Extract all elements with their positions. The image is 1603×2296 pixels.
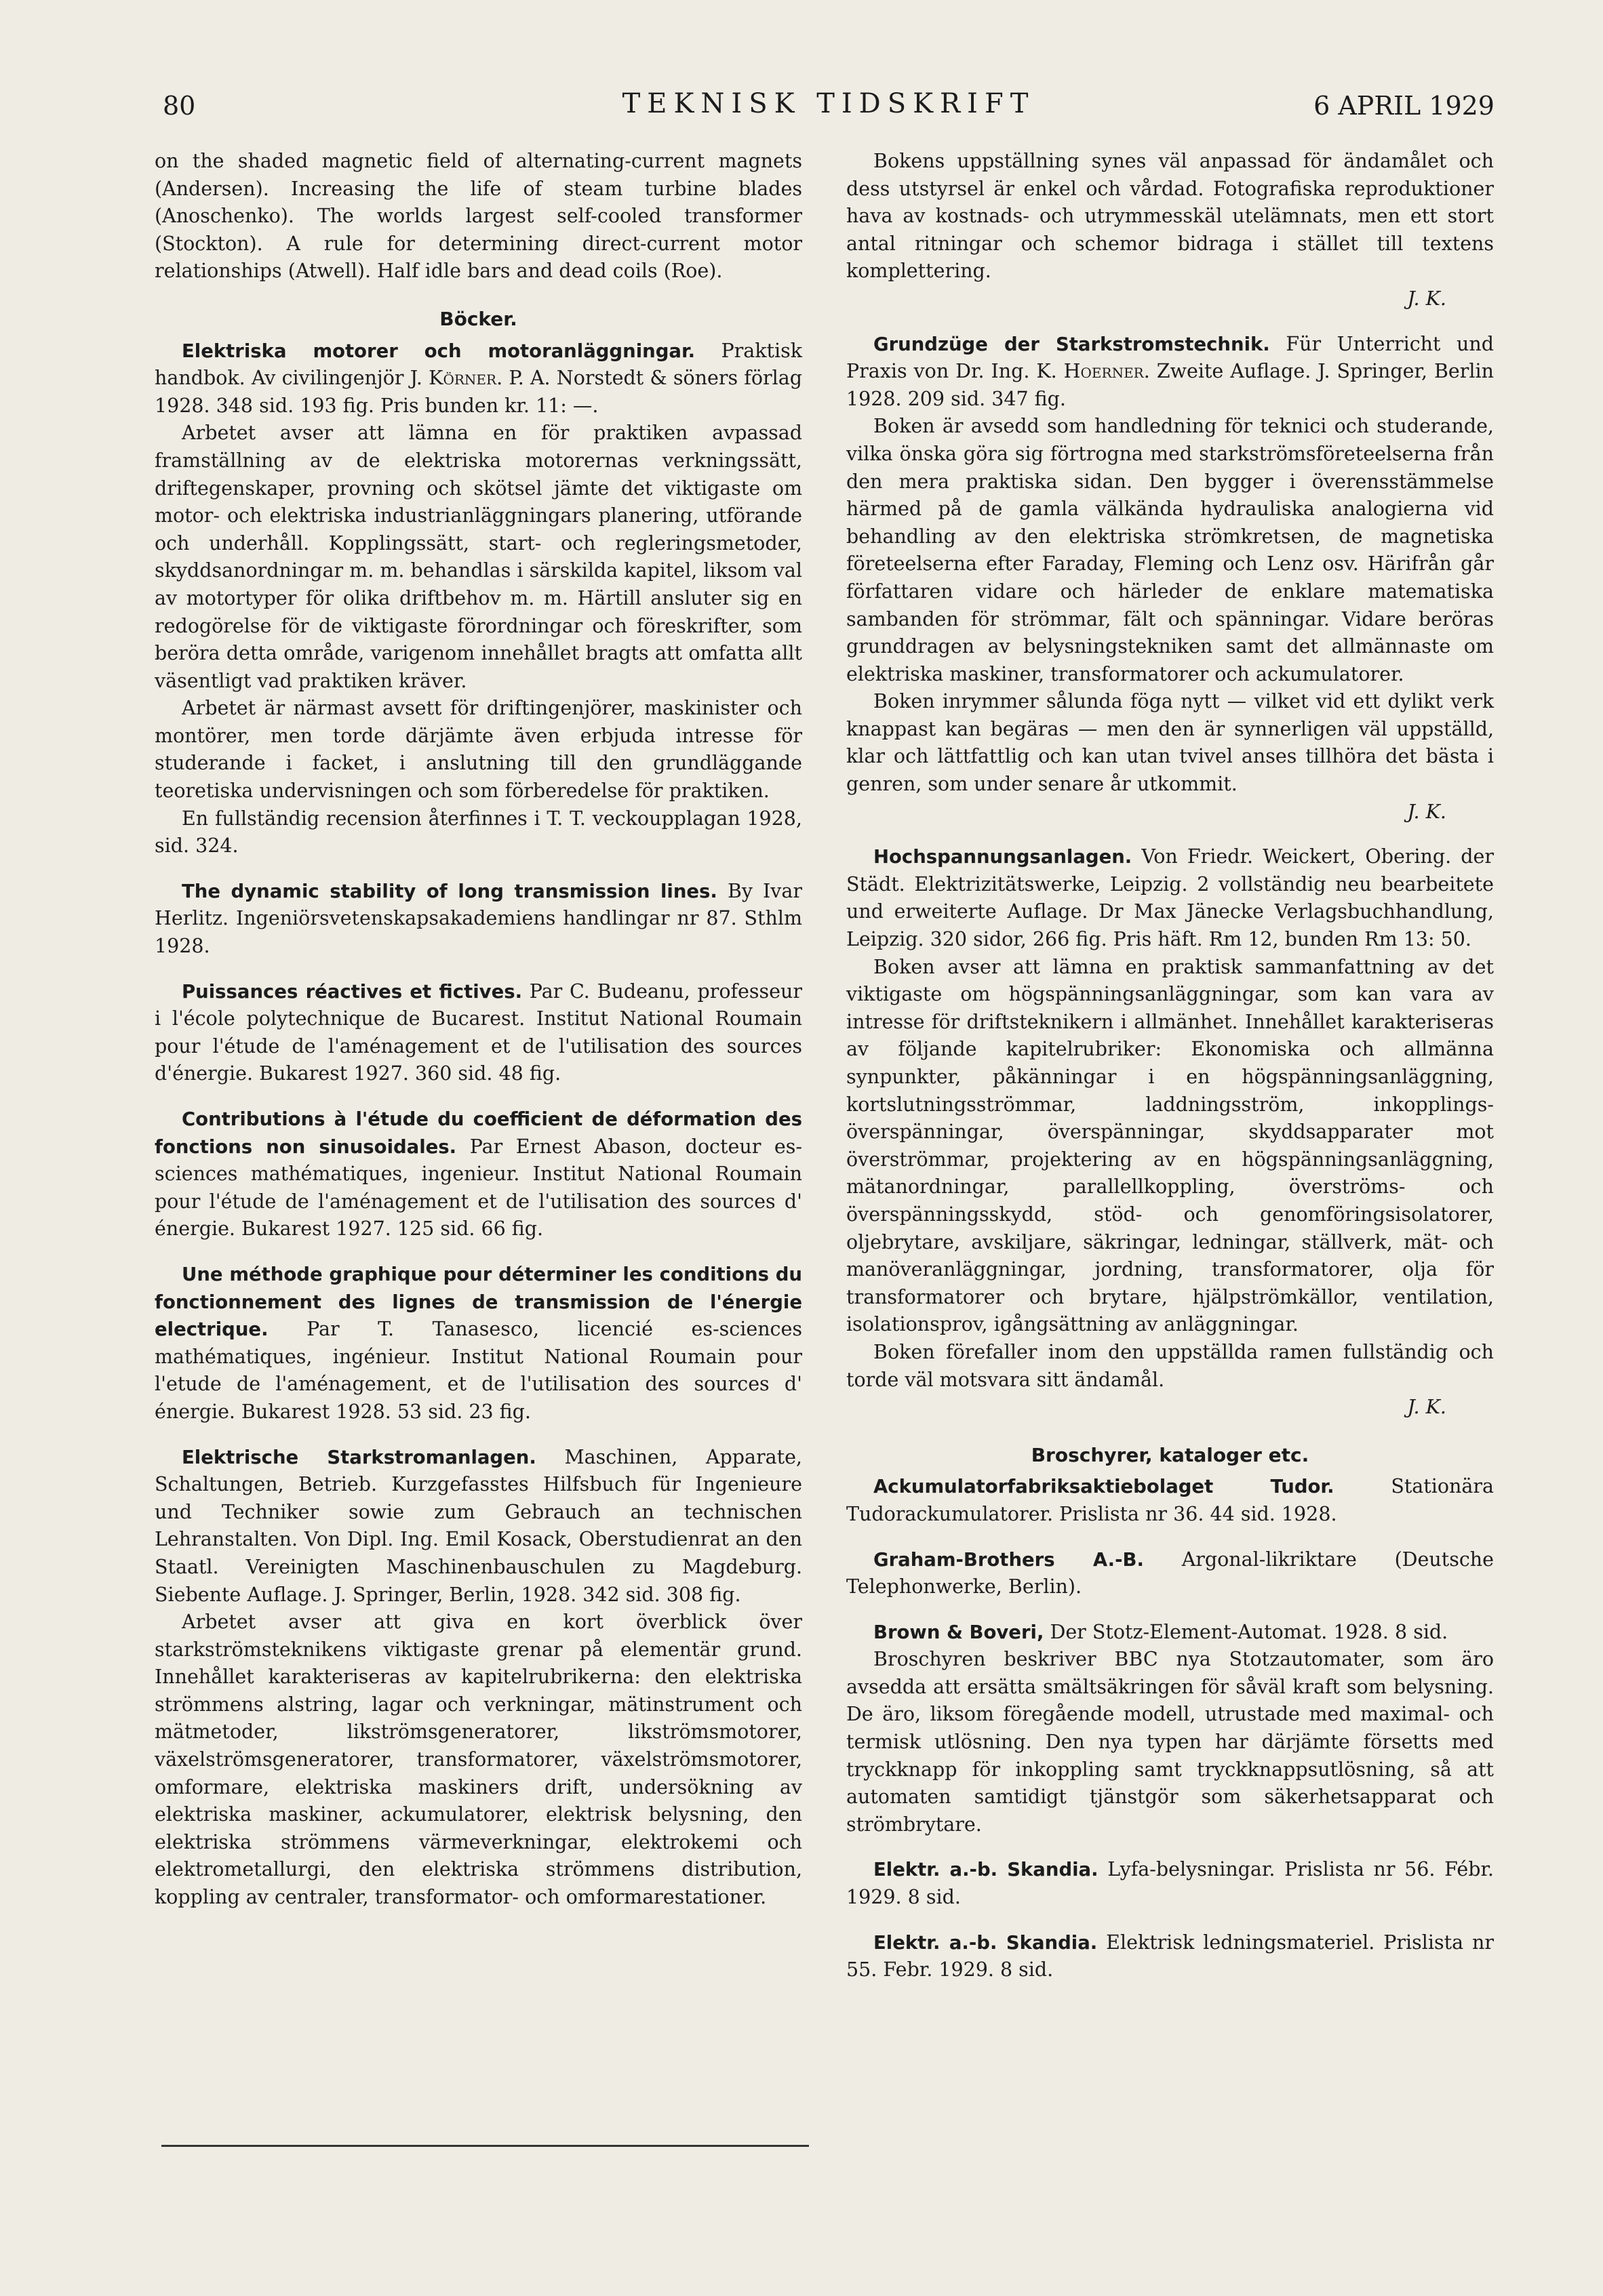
book-title: Contributions à l'étude du coefficient de déformation des fonctions non sinusoidales.: [155, 1108, 802, 1158]
brochure-entry-2: [846, 1546, 1494, 1601]
book-entry-3: [155, 978, 802, 1088]
issue-date: 6 APRIL 1929: [1313, 91, 1495, 121]
right-column: [846, 148, 1494, 1984]
brochure-entry-4: [846, 1856, 1494, 1911]
reviewer-signature: J. K.: [1407, 800, 1446, 823]
brochure-description: Broschyren beskriver BBC nya Stotzautomater, som äro avsedda att ersätta smältsäkringen för såväl kraft som belysning. De äro, liksom föregående modell, utrustade med maximal- och termisk utlösning. Den nya typen har därjämte försetts med tryckknapp för inkoppling samt tryckknappsutlösning, så att automaten samtidigt tjänstgör som säkerhetsapparat och strömbrytare.: [846, 1648, 1494, 1836]
book-entry-6: [155, 1444, 802, 1609]
book-meta: Maschinen, Apparate, Schaltungen, Betrieb. Kurzgefasstes Hilfsbuch für Ingenieure und Techniker sowie zum Gebrauch an technischen Lehranstalten. Von Dipl. Ing. Emil Kosack, Oberstudienrat an den Staatl. Vereinigten Maschinenbauschulen zu Magdeburg. Siebente Auflage. J. Springer, Berlin, 1928. 342 sid. 308 fig.: [155, 1445, 802, 1606]
brochure-meta: Argonal-likriktare (Deutsche Telephonwerke, Berlin).: [846, 1548, 1495, 1598]
brochure-title: Graham-Brothers A.-B.: [873, 1548, 1144, 1571]
brochure-meta: Der Stotz-Element-Automat. 1928. 8 sid.: [1050, 1620, 1448, 1643]
brochure-meta: Lyfa-belysningar. Prislista nr 56. Fébr. 1929. 8 sid.: [846, 1858, 1494, 1909]
brochure-title: Elektr. a.-b. Skandia.: [873, 1859, 1099, 1881]
book-review-paragraph: Arbetet är närmast avsett för driftingenjörer, maskinister och montörer, men torde därjämte även erbjuda intresse för studerande i facket, i anslutning till den grundläggande teoretiska undervisningen och som förberedelse för praktiken.: [155, 697, 802, 803]
book-entry-7: [846, 331, 1494, 414]
book-title: Grundzüge der Starkstromstechnik.: [873, 333, 1270, 355]
brochure-entry-3: [846, 1619, 1494, 1647]
book-title: Elektriska motorer och motoranläggningar.: [182, 340, 696, 362]
book-entry-1: [155, 338, 802, 420]
book-title: The dynamic stability of long transmission lines.: [182, 880, 717, 902]
reviewer-signature: J. K.: [1407, 1396, 1446, 1419]
continued-review-paragraph: Bokens uppställning synes väl anpassad för ändamålet och dess utstyrsel är enkel och vårdad. Fotografiska reproduktioner hava av kostnads- och utrymmesskäl utelämnats, men ett stort antal ritningar och schemor bidraga i stället till textens komplettering.: [846, 150, 1494, 283]
section-heading-brochures: Broschyrer, kataloger etc.: [1031, 1443, 1309, 1466]
book-entry-4: [155, 1106, 802, 1243]
book-entry-8: [846, 843, 1494, 953]
book-entry-5: [155, 1261, 802, 1426]
brochure-entry-5: [846, 1929, 1494, 1984]
brochure-meta: Elektrisk ledningsmateriel. Prislista nr 55. Febr. 1929. 8 sid.: [846, 1931, 1494, 1981]
book-review-paragraph: Arbetet avser att giva en kort överblick över starkströmsteknikens viktigaste grenar på elementär grund. Innehållet karakteriseras av kapitelrubrikerna: den elektriska strömmens alstring, lagar och verkningar, mätinstrument och mätmetoder, likströmsgeneratorer, likströmsmotorer, växelströmsgeneratorer, transformatorer, växelströmsmotorer, omformare, elektriska maskiners drift, undersökning av elektriska maskiner, ackumulatorer, elektrisk belysning, den elektriska strömmens värmeverkningar, elektrokemi och elektrometallurgi, den elektriska strömmens distribution, koppling av centraler, transformator- och omformarestationer.: [155, 1611, 802, 1909]
intro-paragraph: on the shaded magnetic field of alternating-current magnets (Andersen). Increasing the life of steam turbine blades (Anoschenko). The worlds largest self-cooled transformer (Stockton). A rule for determining direct-current motor relationships (Atwell). Half idle bars and dead coils (Roe).: [155, 150, 802, 283]
book-meta-pre: Praktisk handbok. Av civilingenjör J.: [155, 339, 802, 390]
book-review-paragraph: Boken inrymmer sålunda föga nytt — vilket vid ett dylikt verk knappast kan begäras — men den är synnerligen väl uppställd, klar och lättfattlig och kan utan tvivel anses tillhöra det bästa i genren, som under senare år utkommit.: [846, 690, 1494, 796]
brochure-meta: Stationära Tudorackumulatorer. Prislista nr 36. 44 sid. 1928.: [846, 1475, 1494, 1525]
book-meta: Par Ernest Abason, docteur es-sciences mathématiques, ingenieur. Institut National Roumain pour l'étude de l'aménagement et de l'utilisation des sources d' énergie. Bukarest 1927. 125 sid. 66 fig.: [155, 1135, 802, 1241]
book-meta: By Ivar Herlitz. Ingeniörsvetenskapsakademiens handlingar nr 87. Sthlm 1928.: [155, 879, 803, 958]
book-author: Körner: [429, 367, 497, 390]
column-end-rule: [161, 2145, 809, 2147]
brochure-title: Brown & Boveri,: [873, 1621, 1044, 1643]
book-review-paragraph: Boken förefaller inom den uppställda ramen fullständig och torde väl motsvara sitt ändamål.: [846, 1340, 1494, 1391]
book-title: Puissances réactives et fictives.: [182, 980, 523, 1003]
book-title: Elektrische Starkstromanlagen.: [182, 1446, 536, 1468]
book-title: Une méthode graphique pour déterminer les conditions du fonctionnement des lignes de transmission de l'énergie electrique.: [155, 1263, 802, 1341]
book-title: Hochspannungsanlagen.: [873, 846, 1132, 868]
book-meta: Par C. Budeanu, professeur i l'école polytechnique de Bucarest. Institut National Roumain pour l'étude de l'aménagement et de l'utilisation des sources d'énergie. Bukarest 1927. 360 sid. 48 fig.: [155, 980, 803, 1085]
book-review-paragraph: Boken är avsedd som handledning för teknici och studerande, vilka önska göra sig förtrogna med starkströmsföreteelserna från den mera praktiska sidan. Den bygger i överensstämmelse härmed på de gamla välkända hydrauliska analogierna vid behandling av den elektriska strömkretsen, de magnetiska företeelserna efter Faraday, Fleming och Lenz osv. Härifrån går författaren vidare och härleder de enklare matematiska sambanden för strömmar, fält och spänningar. Vidare beröras grunddragen av belysningstekniken samt det allmännaste om elektriska maskiner, transformatorer och ackumulatorer.: [846, 415, 1494, 685]
book-meta: Von Friedr. Weickert, Obering. der Städt. Elektrizitätswerke, Leipzig. 2 vollständig neu bearbeitete und erweiterte Auflage. Dr Max Jänecke Verlagsbuchhandlung, Leipzig. 320 sidor, 266 fig. Pris häft. Rm 12, bunden Rm 13: 50.: [846, 845, 1494, 951]
brochure-title: Elektr. a.-b. Skandia.: [873, 1931, 1098, 1954]
book-review-paragraph: En fullständig recension återfinnes i T. T. veckoupplagan 1928, sid. 324.: [155, 807, 802, 858]
book-entry-2: [155, 878, 802, 961]
brochure-entry-1: [846, 1473, 1494, 1528]
book-review-paragraph: Arbetet avser att lämna en för praktiken avpassad framställning av de elektriska motorernas verkningssätt, driftegenskaper, provning och skötsel jämte det viktigaste om motor- och elektriska industrianläggningars planering, utförande och underhåll. Kopplingssätt, start- och regleringsmetoder, skyddsanordningar m. m. behandlas i särskilda kapitel, liksom val av motortyper för olika driftbehov m. m. Härtill ansluter sig en redogörelse för de viktigaste förordningar och föreskrifter, som beröra detta område, varigenom innehållet bragts att omfatta allt väsentligt vad praktiken kräver.: [155, 422, 802, 692]
book-meta-post: . P. A. Norstedt & söners förlag 1928. 348 sid. 193 fig. Pris bunden kr. 11: —.: [155, 367, 802, 417]
left-column: [155, 148, 802, 1912]
book-author: Hoerner: [1063, 360, 1144, 383]
brochure-title: Ackumulatorfabriksaktiebolaget Tudor.: [873, 1476, 1334, 1498]
book-meta-pre: Für Unterricht und Praxis von Dr. Ing. K.: [846, 332, 1494, 383]
reviewer-signature: J. K.: [1407, 287, 1446, 310]
book-review-paragraph: Boken avser att lämna en praktisk sammanfattning av det viktigaste om högspänningsanläggningar, som kan vara av intresse för driftsteknikern i allmänhet. Innehållet karakteriseras av följande kapitelrubriker: Ekonomiska och allmänna synpunkter, påkänningar i en högspänningsanläggning, kortslutningsströmmar, laddningsström, inkopplings-överspänningar, överspänningar, skyddsapparater mot överströmmar, projektering av en högspänningsanläggning, mätanordningar, parallellkoppling, överströms- och överspänningsskydd, stöd- och genomföringsisolatorer, oljebrytare, avskiljare, säkringar, ledningar, ställverk, mät- och manöveranläggningar, jordning, transformatorer, olja för transformatorer och brytare, hjälpströmkällor, ventilation, isolationsprov, igångsättning av anläggningar.: [846, 955, 1494, 1336]
book-meta-post: . Zweite Auflage. J. Springer, Berlin 1928. 209 sid. 347 fig.: [846, 360, 1495, 410]
section-heading-books: Böcker.: [439, 307, 517, 330]
running-title: TEKNISK TIDSKRIFT: [622, 88, 1035, 119]
page-number: 80: [163, 91, 196, 121]
page-header: [163, 81, 1495, 136]
book-meta: Par T. Tanasesco, licencié es-sciences mathématiques, ingénieur. Institut National Roumain pour l'etude de l'aménagement, et de l'utilisation des sources d' énergie. Bukarest 1928. 53 sid. 23 fig.: [155, 1318, 802, 1423]
